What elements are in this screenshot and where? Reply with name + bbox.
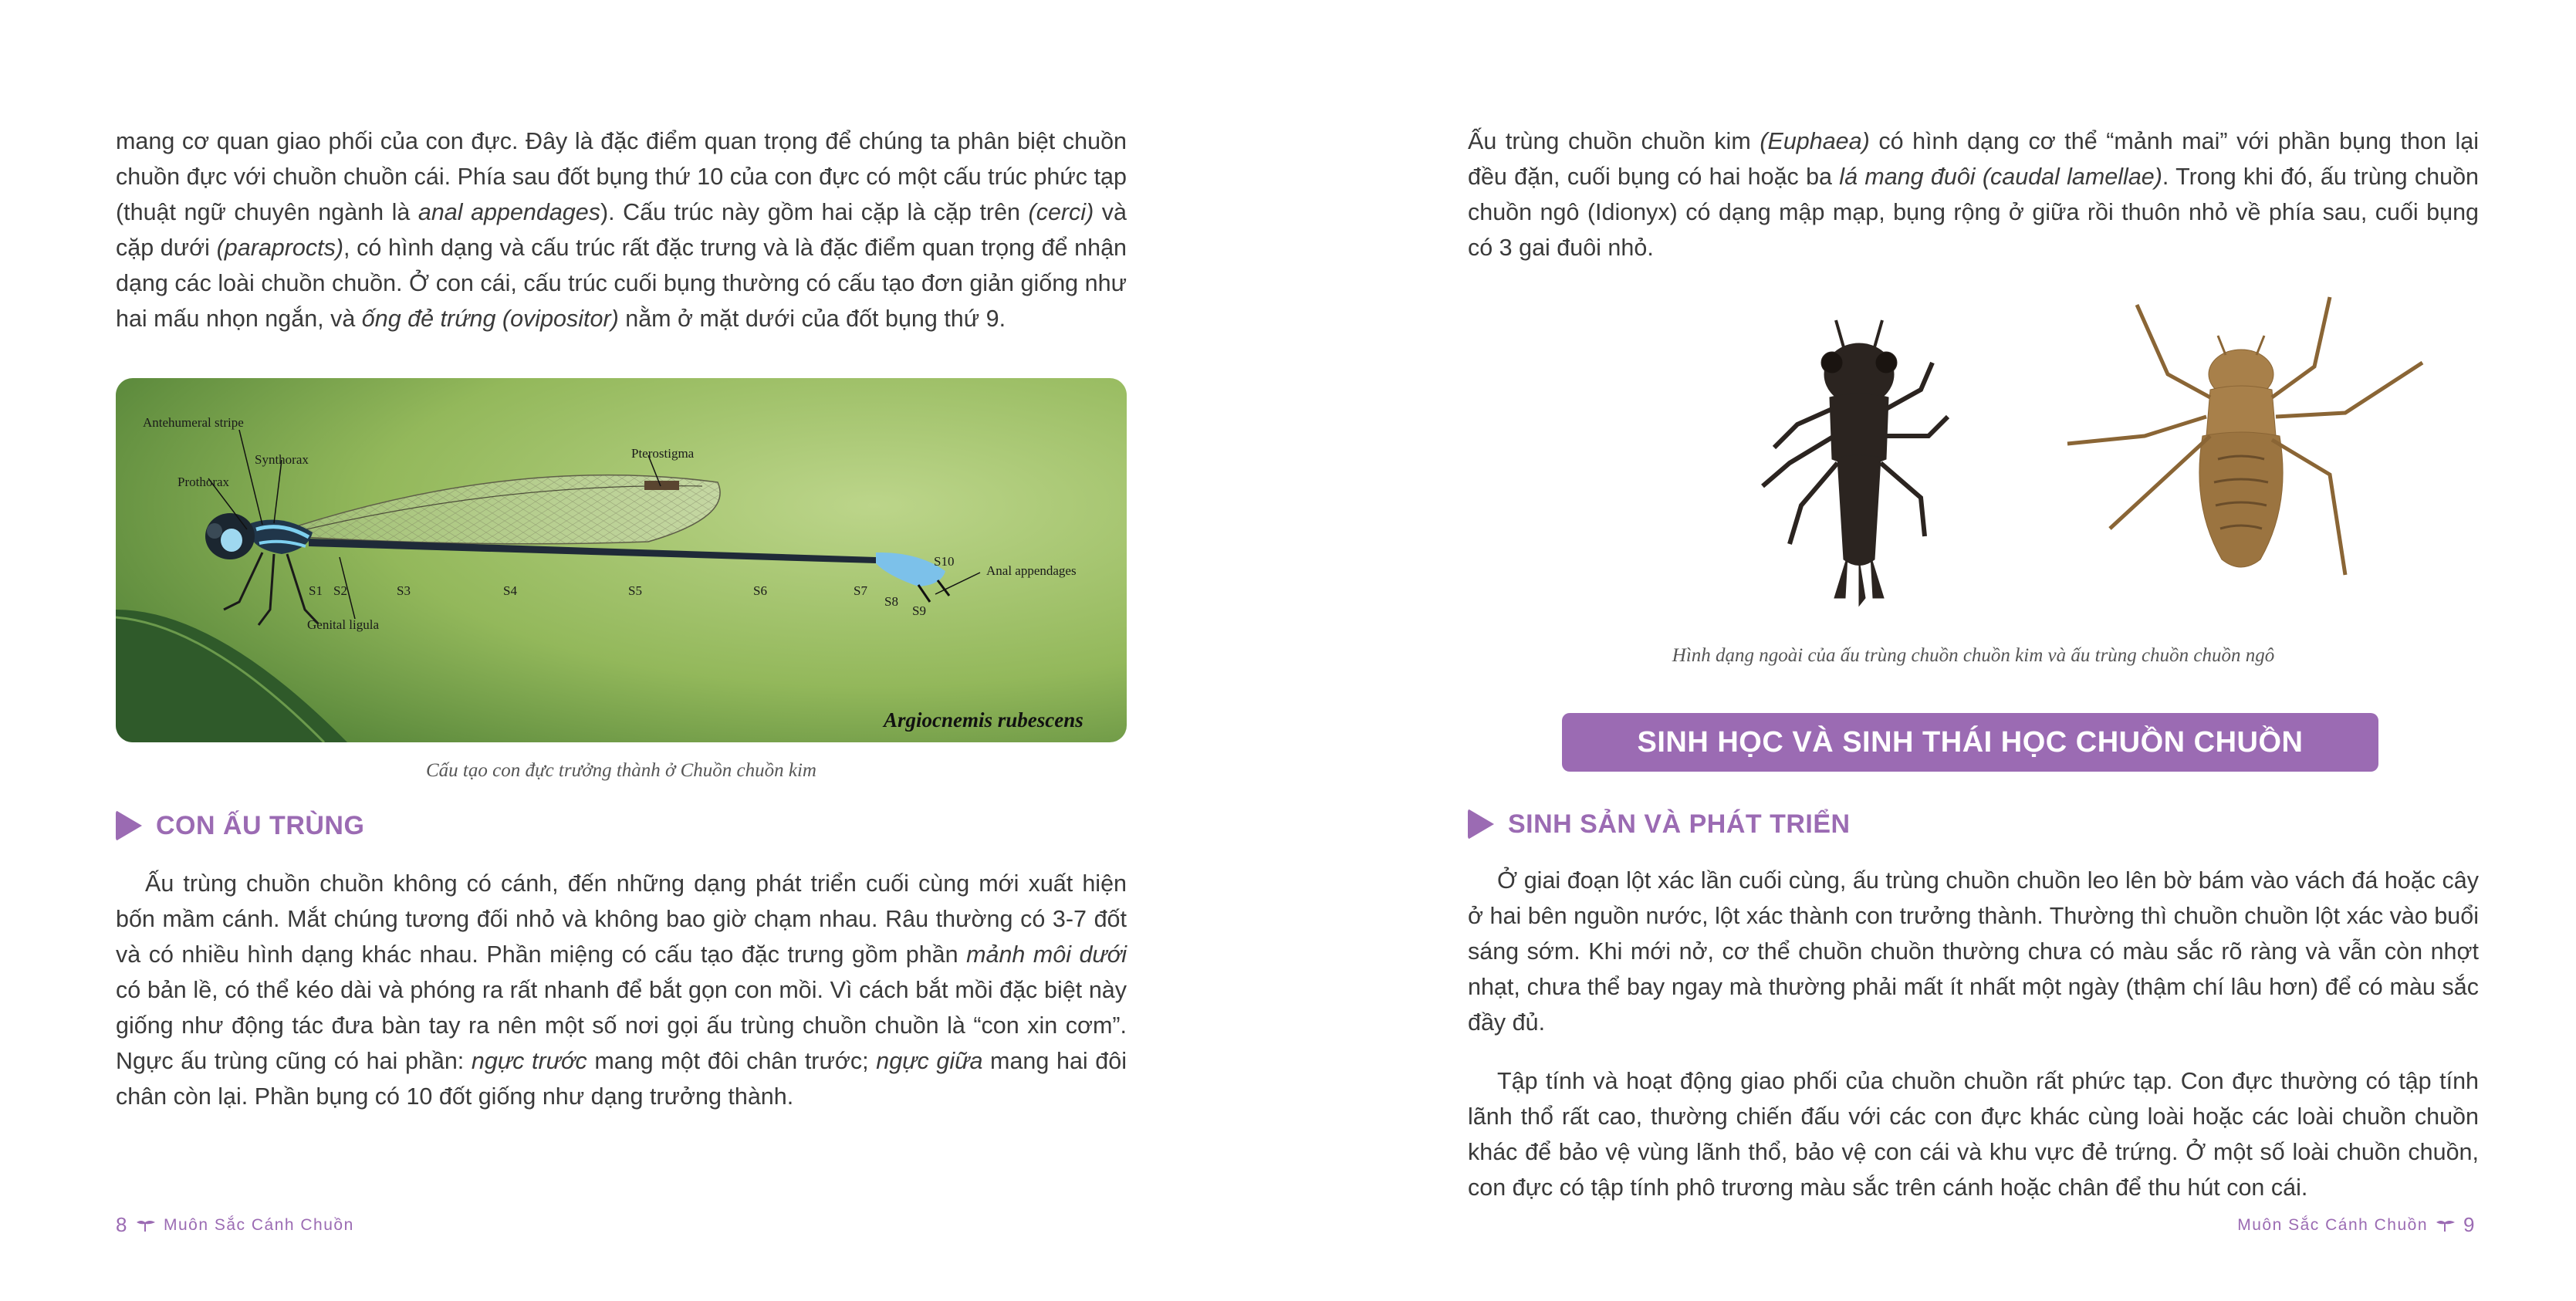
book-title: Muôn Sắc Cánh Chuồn <box>2237 1215 2429 1234</box>
section-title: CON ẤU TRÙNG <box>156 810 365 840</box>
intro-paragraph: Ấu trùng chuồn chuồn kim (Euphaea) có hình dạng cơ thể “mảnh mai” với phần bụng thon lại đều đặn, cuối bụng có hai hoặc ba lá mang đuôi (caudal lamellae). Trong khi đó, ấu trùng chuồn chuồn ngô (Idionyx) có dạng mập mạp, bụng rộng ở giữa rồi thuôn nhỏ về phía sau, cuối bụng có 3 gai đuôi nhỏ. <box>1468 128 2480 261</box>
damselfly-illustration <box>116 378 1127 742</box>
label-s4: S4 <box>503 583 517 598</box>
book-title: Muôn Sắc Cánh Chuồn <box>163 1215 354 1234</box>
section-title: SINH SẢN VÀ PHÁT TRIỂN <box>1508 809 1851 839</box>
page-footer-left <box>116 1213 354 1237</box>
intro-text-block <box>116 123 1127 336</box>
label-anal-appendages: Anal appendages <box>986 563 1077 578</box>
reproduction-text-block <box>1468 863 2479 1205</box>
idionyx-larva-image <box>2052 282 2453 629</box>
label-s2: S2 <box>333 583 347 598</box>
label-s7: S7 <box>854 583 867 598</box>
section-heading-larva <box>116 810 364 841</box>
dragonfly-icon <box>2436 1218 2456 1232</box>
label-s1: S1 <box>309 583 323 598</box>
paragraph-2: Tập tính và hoạt động giao phối của chuồn chuồn rất phức tạp. Con đực thường có tập tính lãnh thổ rất cao, thường chiến đấu với các con đực khác cùng loài hoặc các loài chuồn chuồn khác để bảo vệ vùng lãnh thổ, bảo vệ con cái và khu vực đẻ trứng. Ở một số loài chuồn chuồn, con đực có tập tính phô trương màu sắc trên cánh hoặc chân để thu hút con cái. <box>1468 1068 2479 1201</box>
label-prothorax: Prothorax <box>177 475 230 489</box>
label-synthorax: Synthorax <box>255 452 309 467</box>
label-genital-ligula: Genital ligula <box>307 617 380 632</box>
label-s5: S5 <box>628 583 642 598</box>
label-s9: S9 <box>912 603 926 618</box>
larva-text-block <box>116 866 1127 1114</box>
damselfly-anatomy-figure <box>116 378 1127 742</box>
section-heading-reproduction <box>1468 809 1851 840</box>
label-antehumeral-stripe: Antehumeral stripe <box>143 415 244 430</box>
paragraph-1: Ở giai đoạn lột xác lần cuối cùng, ấu trùng chuồn chuồn leo lên bờ bám vào vách đá hoặc cây ở hai bên nguồn nước, lột xác thành con trưởng thành. Thường thì chuồn chuồn lột xác vào buổi sáng sớm. Khi mới nở, cơ thể chuồn chuồn thường chưa có màu sắc rõ ràng và vẫn còn nhợt nhạt, chưa thể bay ngay mà thường phải mất ít nhất một ngày (thậm chí lâu hơn) để có màu sắc đầy đủ. <box>1468 867 2479 1036</box>
label-s6: S6 <box>753 583 767 598</box>
label-s10: S10 <box>934 554 955 569</box>
page-footer-right <box>2237 1213 2476 1237</box>
intro-text-block <box>1468 123 2479 265</box>
section-marker-icon <box>1468 809 1494 840</box>
intro-paragraph: mang cơ quan giao phối của con đực. Đây là đặc điểm quan trọng để chúng ta phân biệt chuồn chuồn đực với chuồn chuồn cái. Phía sau đốt bụng thứ 10 của con đực có một cấu trúc phức tạp (thuật ngữ chuyên ngành là anal appendages). Cấu trúc này gồm hai cặp là cặp trên (cerci) và cặp dưới (paraprocts), có hình dạng và cấu trúc rất đặc trưng và là đặc điểm quan trọng để nhận dạng các loài chuồn chuồn. Ở con cái, cấu trúc cuối bụng thường có cấu tạo đơn giản giống như hai mấu nhọn ngắn, và ống đẻ trứng (ovipositor) nằm ở mặt dưới của đốt bụng thứ 9. <box>116 128 1127 332</box>
page-number: 9 <box>2463 1213 2476 1236</box>
euphaea-larva-image <box>1666 282 2052 629</box>
species-name: Argiocnemis rubescens <box>884 708 1083 732</box>
label-s8: S8 <box>884 594 898 609</box>
label-s3: S3 <box>397 583 411 598</box>
larva-paragraph: Ấu trùng chuồn chuồn không có cánh, đến những dạng phát triển cuối cùng mới xuất hiện bốn mầm cánh. Mắt chúng tương đối nhỏ và không bao giờ chạm nhau. Râu thường có 3-7 đốt và có nhiều hình dạng khác nhau. Phần miệng có cấu tạo đặc trưng gồm phần mảnh môi dưới có bản lề, có thể kéo dài và phóng ra rất nhanh để bắt gọn con mồi. Vì cách bắt mồi đặc biệt này giống như động tác đưa bàn tay ra nên một số nơi gọi ấu trùng chuồn chuồn là “con xin cơm”. Ngực ấu trùng cũng có hai phần: ngực trước mang một đôi chân trước; ngực giữa mang hai đôi chân còn lại. Phần bụng có 10 đốt giống như dạng trưởng thành. <box>116 870 1127 1110</box>
section-marker-icon <box>116 810 142 841</box>
page-number: 8 <box>116 1213 128 1236</box>
dragonfly-icon <box>136 1218 156 1232</box>
figure-caption: Hình dạng ngoài của ấu trùng chuồn chuồn kim và ấu trùng chuồn chuồn ngô <box>1672 645 2275 666</box>
figure-caption: Cấu tạo con đực trưởng thành ở Chuồn chuồn kim <box>425 760 816 781</box>
chapter-banner: SINH HỌC VÀ SINH THÁI HỌC CHUỒN CHUỒN <box>1562 713 2378 772</box>
right-page <box>1288 0 2576 1301</box>
label-pterostigma: Pterostigma <box>631 446 695 461</box>
